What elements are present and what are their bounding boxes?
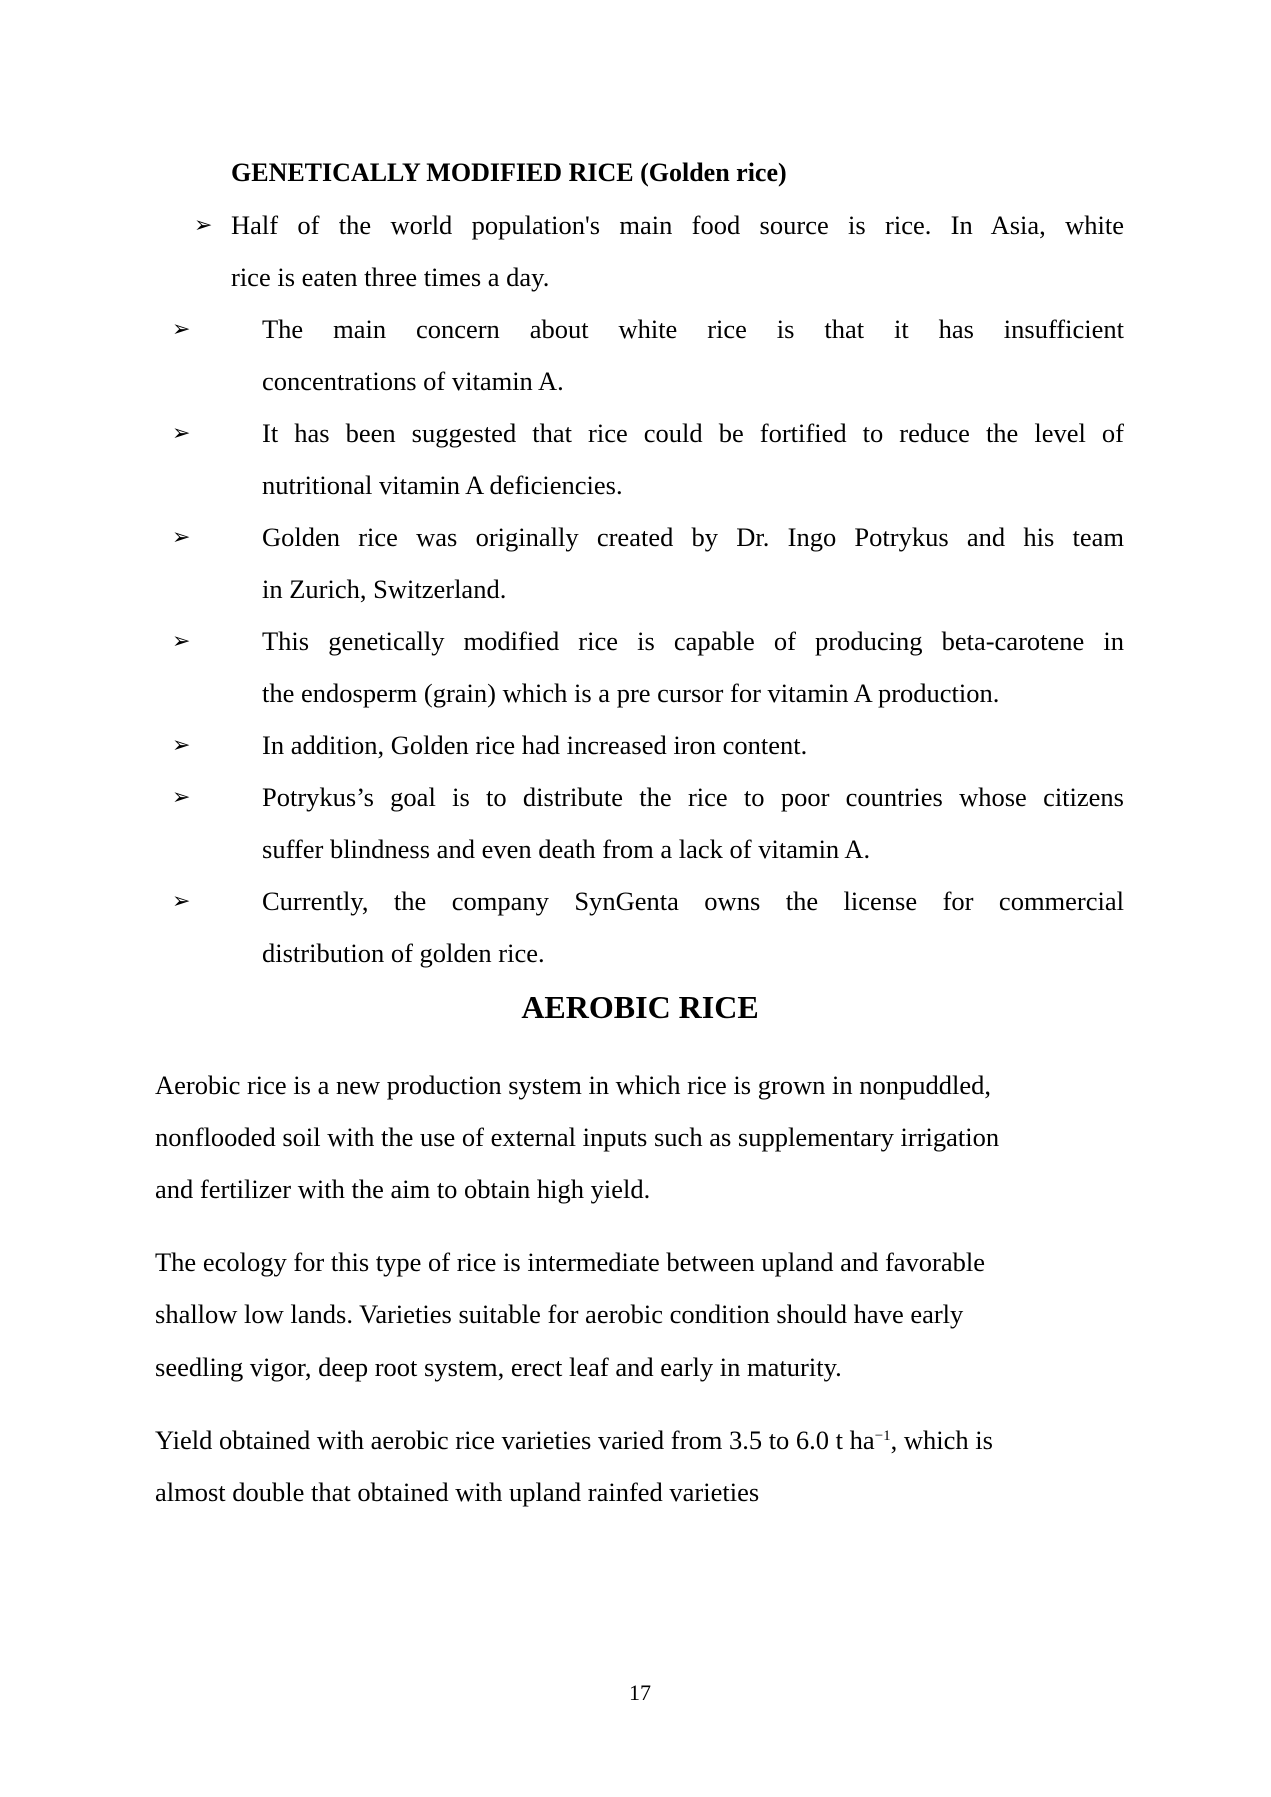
bullet-6-line-1: In addition, Golden rice had increased iron content.: [262, 730, 808, 760]
bullet-4-line-1: Golden rice was originally created by Dr. Ingo Potrykus and his team: [262, 522, 1124, 552]
para-1-line-2: nonflooded soil with the use of external inputs such as supplementary irrigation: [155, 1122, 1000, 1152]
bullet-1-line-2: rice is eaten three times a day.: [231, 262, 550, 292]
para-1-line-3: and fertilizer with the aim to obtain high yield.: [155, 1174, 651, 1204]
section-heading-gm-rice: [231, 155, 787, 191]
bullet-7-line-2: suffer blindness and even death from a lack of vitamin A.: [262, 834, 871, 864]
bullet-5-line-1: This genetically modified rice is capable of producing beta-carotene in: [262, 626, 1124, 656]
bullet-8-line-1: Currently, the company SynGenta owns the license for commercial: [262, 886, 1124, 916]
bullet-arrow-icon: ➢: [172, 888, 191, 913]
heading-bold-text: GENETICALLY MODIFIED RICE: [231, 158, 641, 187]
bullet-3-line-2: nutritional vitamin A deficiencies.: [262, 470, 623, 500]
para-1-line-1: Aerobic rice is a new production system in which rice is grown in nonpuddled,: [155, 1070, 992, 1100]
para-3-line-1: [155, 1422, 993, 1458]
bullet-arrow-icon: ➢: [172, 732, 191, 757]
para-3-text: Yield obtained with aerobic rice varieties varied from 3.5 to 6.0 t ha: [155, 1425, 875, 1455]
bullet-2-line-2: concentrations of vitamin A.: [262, 366, 564, 396]
para-2-line-1: The ecology for this type of rice is intermediate between upland and favorable: [155, 1247, 986, 1277]
bullet-7-line-1: Potrykus’s goal is to distribute the rice to poor countries whose citizens: [262, 782, 1124, 812]
para-3-line-2: almost double that obtained with upland rainfed varieties: [155, 1477, 760, 1507]
superscript-exponent: −1: [874, 1428, 891, 1444]
section-heading-aerobic-rice: AEROBIC RICE: [521, 989, 759, 1025]
page-number: 17: [629, 1680, 651, 1705]
bullet-arrow-icon: ➢: [172, 316, 191, 341]
bullet-5-line-2: the endosperm (grain) which is a pre cursor for vitamin A production.: [262, 678, 1000, 708]
bullet-2-line-1: The main concern about white rice is that it has insufficient: [262, 314, 1124, 344]
bullet-arrow-icon: ➢: [172, 784, 191, 809]
bullet-4-line-2: in Zurich, Switzerland.: [262, 574, 507, 604]
bullet-arrow-icon: ➢: [172, 420, 191, 445]
bullet-3-line-1: It has been suggested that rice could be fortified to reduce the level of: [262, 418, 1124, 448]
bullet-8-line-2: distribution of golden rice.: [262, 938, 545, 968]
para-3-text-tail: , which is: [890, 1425, 993, 1455]
heading-paren-text: (Golden rice): [640, 158, 787, 187]
bullet-1-line-1: Half of the world population's main food source is rice. In Asia, white: [231, 210, 1124, 240]
para-2-line-2: shallow low lands. Varieties suitable for aerobic condition should have early: [155, 1299, 964, 1329]
bullet-arrow-icon: ➢: [172, 524, 191, 549]
para-2-line-3: seedling vigor, deep root system, erect leaf and early in maturity.: [155, 1352, 842, 1382]
bullet-arrow-icon: ➢: [172, 628, 191, 653]
bullet-arrow-icon: ➢: [194, 212, 213, 237]
